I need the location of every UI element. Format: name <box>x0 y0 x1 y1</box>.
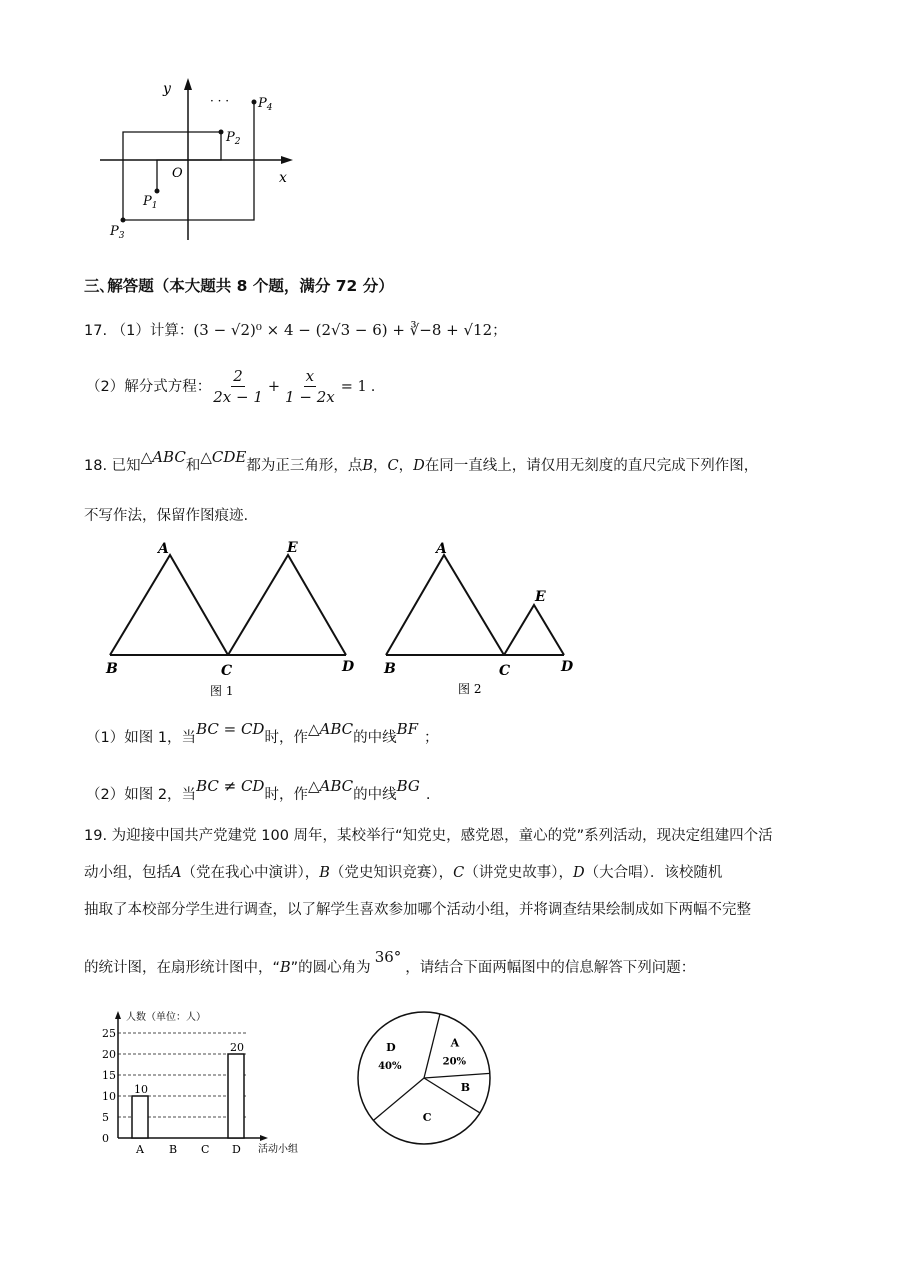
q17-part2-end: . <box>370 378 376 395</box>
point-p4 <box>252 100 257 105</box>
q18-figure2 <box>378 535 578 700</box>
fig1-caption: 图 1 <box>210 684 234 698</box>
point-p3 <box>121 218 126 223</box>
q18-sep2: ， <box>398 458 414 474</box>
q19-line2-a: 动小组，包括 <box>84 865 171 881</box>
q18-part2-cond: BC ≠ CD <box>196 777 265 795</box>
pie-percent-label: 20% <box>442 1056 467 1068</box>
q18-part2-end: . <box>425 787 431 803</box>
q19-angle: 36° <box>374 948 402 966</box>
q18-part1 <box>86 720 439 748</box>
pie-slice-label: D <box>386 1040 396 1054</box>
bar-ytick-label: 25 <box>102 1027 116 1040</box>
q17-frac1-den: 2x − 1 <box>213 388 263 406</box>
bar-ytick-label: 5 <box>102 1111 109 1124</box>
q18-part1-end: ； <box>424 730 439 746</box>
point-p2 <box>219 130 224 135</box>
q18-part2-line: BG <box>396 777 420 795</box>
q17-part1-label: （1）计算： <box>111 323 194 339</box>
bar-ytick-label: 15 <box>102 1069 116 1082</box>
fig2-caption: 图 2 <box>458 682 482 696</box>
fig1-label-b: B <box>106 661 118 677</box>
bar-category-label: B <box>169 1143 178 1156</box>
q17-part1-expr: (3 − √2)⁰ × 4 − (2√3 − 6) + ∛−8 + √12 <box>193 321 493 339</box>
coordinate-figure <box>95 75 310 245</box>
p3-label: $P_3$ <box>110 224 125 241</box>
pie-slice-label: B <box>460 1081 471 1095</box>
fig2-triangle-cde <box>504 605 564 655</box>
q18-figure1 <box>100 535 365 700</box>
q18-part1-cond: BC = CD <box>196 720 265 738</box>
q18-tri1: △ABC <box>140 448 186 466</box>
q19-line2-e: （大合唱）．该校随机 <box>584 865 723 881</box>
y-axis-arrow <box>184 78 192 90</box>
q17-part1-end: ； <box>492 323 507 339</box>
q18-part1-c: 的中线 <box>353 730 397 746</box>
pie-slice-label: C <box>422 1110 432 1124</box>
bar-category-label: D <box>232 1143 241 1156</box>
origin-label: O <box>172 166 183 181</box>
q18-line2: 不写作法，保留作图痕迹. <box>84 508 249 524</box>
q19-line1: 19. 为迎接中国共产党建党 100 周年，某校举行“知党史，感党恩，童心的党”系列活动，现决定组建四个活 <box>84 828 773 844</box>
q18-text-a: 18. 已知 <box>84 458 141 474</box>
q18-text-c: 在同一直线上，请仅用无刻度的直尺完成下列作图， <box>424 458 759 474</box>
q18-point-b: B <box>362 458 373 474</box>
y-axis-label: y <box>163 81 171 97</box>
bar-chart <box>88 1008 318 1156</box>
q19-line2 <box>84 863 722 883</box>
bar-value-label: 10 <box>134 1083 148 1096</box>
bar-ytick-label: 0 <box>102 1132 109 1145</box>
section-heading: 三､解答题（本大题共 8 个题，满分 72 分） <box>84 277 394 295</box>
q18-part2-c: 的中线 <box>353 787 397 803</box>
q18-sep1: ， <box>372 458 388 474</box>
ellipsis: · · · <box>210 94 230 108</box>
fig1-label-d: D <box>342 659 355 675</box>
q19-line2-d: （讲党史故事）， <box>464 865 573 881</box>
q17-part2 <box>86 366 375 407</box>
fig1-triangle-abc <box>110 555 228 655</box>
q18-and: 和 <box>185 458 201 474</box>
p2-label: $P_2$ <box>226 130 241 147</box>
q17-plus: + <box>267 378 281 395</box>
q17-frac2 <box>283 366 337 407</box>
fig2-triangle-abc <box>386 555 504 655</box>
q17-frac2-num: x <box>305 367 315 385</box>
q19-line2-c: （党史知识竞赛）， <box>329 865 454 881</box>
q19-line4-b-letter: B <box>280 960 291 976</box>
q18-part2-b: 时，作 <box>264 787 308 803</box>
x-axis-label: x <box>279 170 287 186</box>
q18-tri2: △CDE <box>200 448 247 466</box>
q17-frac2-den: 1 − 2x <box>285 388 335 406</box>
q17-part1 <box>84 320 507 341</box>
q18-part2-a: （2）如图 2，当 <box>86 787 197 803</box>
bar-ytick-label: 20 <box>102 1048 116 1061</box>
bar-value-label: 20 <box>230 1041 244 1054</box>
fig1-triangle-cde <box>228 555 346 655</box>
q19-group-d: D <box>573 865 585 881</box>
q18-part1-b: 时，作 <box>264 730 308 746</box>
q18-part2 <box>86 777 431 805</box>
bar-x-axis-arrow <box>260 1135 268 1141</box>
q19-group-a: A <box>171 865 182 881</box>
fig1-label-c: C <box>221 663 233 679</box>
fig2-label-b: B <box>384 661 396 677</box>
bar-category-label: A <box>136 1143 144 1156</box>
bar-ylabel: 人数（单位：人） <box>126 1012 206 1023</box>
fig1-label-a: A <box>158 541 169 557</box>
q19-line4-c: ，请结合下面两幅图中的信息解答下列问题： <box>405 960 696 976</box>
q19-line4-b: ”的圆心角为 <box>290 960 371 976</box>
q18-part1-tri: △ABC <box>307 720 354 738</box>
pie-percent-label: 40% <box>378 1060 402 1072</box>
q17-part2-label: （2）解分式方程： <box>86 378 212 395</box>
p1-label: $P_1$ <box>143 194 158 211</box>
bar-xlabel: 活动小组 <box>258 1144 298 1155</box>
q18-point-d: D <box>413 458 425 474</box>
point-p1 <box>155 189 160 194</box>
fig1-label-e: E <box>287 540 298 556</box>
q17-number: 17. <box>84 323 108 339</box>
fig2-label-c: C <box>499 663 511 679</box>
bar <box>228 1054 244 1138</box>
q19-line2-b: （党在我心中演讲）， <box>181 865 320 881</box>
q17-frac1-num: 2 <box>233 367 243 385</box>
q18-part1-line: BF <box>396 720 419 738</box>
bar-y-axis-arrow <box>115 1011 121 1019</box>
q17-frac1 <box>211 366 265 407</box>
x-axis-arrow <box>281 156 293 164</box>
fig2-label-a: A <box>436 541 447 557</box>
q19-group-b: B <box>319 865 330 881</box>
q18-line1 <box>84 448 759 476</box>
q18-text-b: 都为正三角形，点 <box>246 458 363 474</box>
q19-group-c: C <box>453 865 465 881</box>
bar-ytick-label: 10 <box>102 1090 116 1103</box>
p4-label: $P_4$ <box>258 96 273 113</box>
pie-slice-label: A <box>450 1036 460 1050</box>
q18-part2-tri: △ABC <box>307 777 354 795</box>
q19-line3: 抽取了本校部分学生进行调查，以了解学生喜欢参加哪个活动小组，并将调查结果绘制成如下两幅不完整 <box>84 902 751 918</box>
pie-chart <box>352 1008 502 1158</box>
bar <box>132 1096 148 1138</box>
q18-point-c: C <box>387 458 399 474</box>
fig2-label-d: D <box>561 659 574 675</box>
q19-line4 <box>84 948 696 978</box>
bar-category-label: C <box>201 1143 210 1156</box>
q17-eq-rhs: = 1 <box>340 378 367 395</box>
q18-part1-a: （1）如图 1，当 <box>86 730 197 746</box>
q19-line4-a: 的统计图，在扇形统计图中，“ <box>84 960 281 976</box>
fig2-label-e: E <box>535 589 546 605</box>
